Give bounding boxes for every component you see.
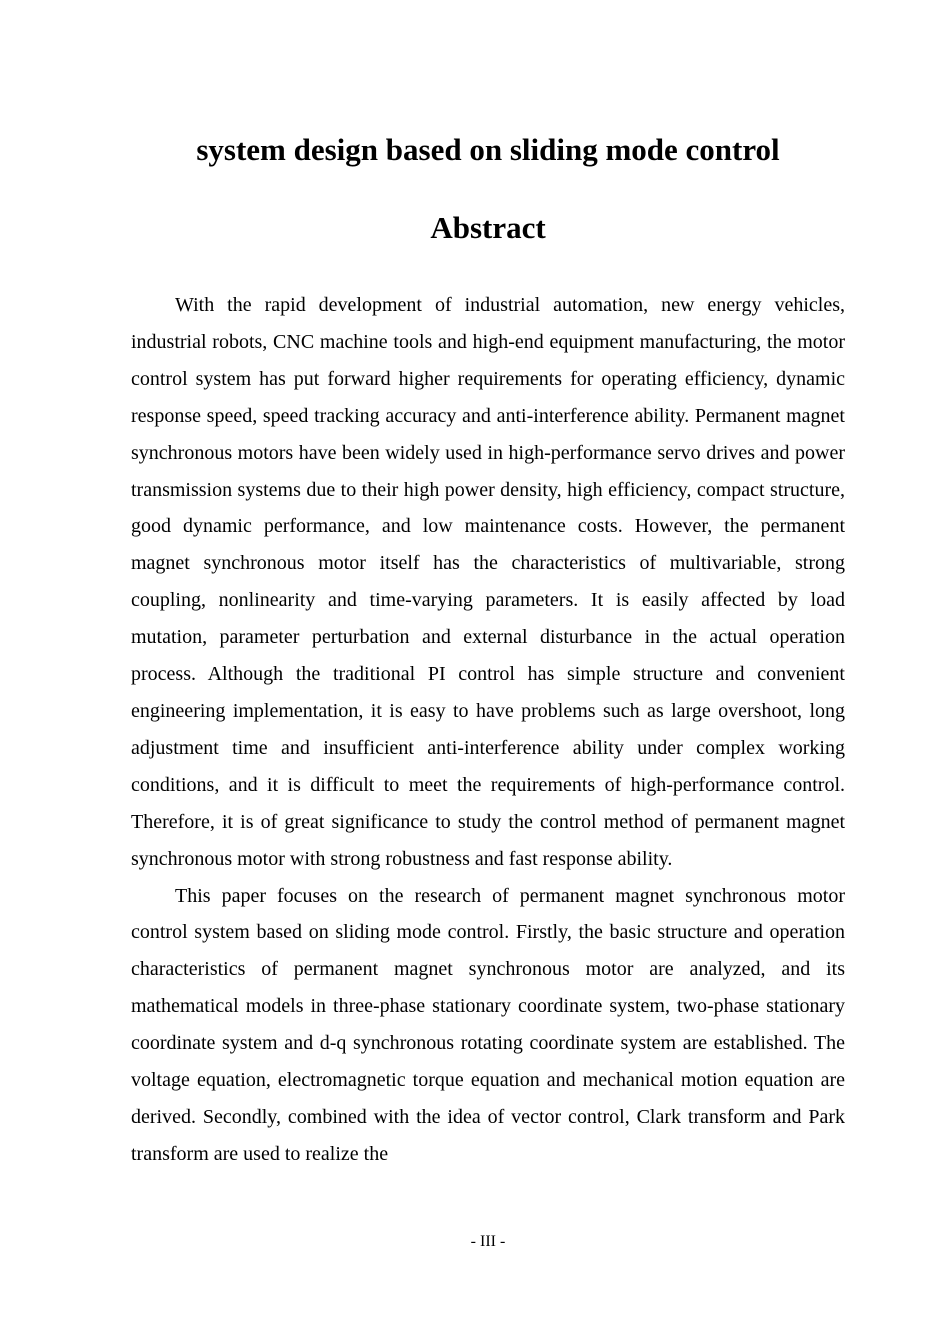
- page-number: - III -: [470, 1233, 506, 1250]
- abstract-paragraph-2: This paper focuses on the research of permanent magnet synchronous motor control system based on sliding mode control. Firstly, the basic structure and operation characteristics of permanent magnet synchronous motor are analyzed, and its mathematical models in three-phase stationary coordinate system, two-phase stationary coordinate system and d-q synchronous rotating coordinate system are established. The voltage equation, electromagnetic torque equation and mechanical motion equation are derived. Secondly, combined with the idea of vector control, Clark transform and Park transform are used to realize the: [131, 884, 845, 1165]
- abstract-paragraph-1: With the rapid development of industrial automation, new energy vehicles, industrial robots, CNC machine tools and high-end equipment manufacturing, the motor control system has put forward higher requirements for operating efficiency, dynamic response speed, speed tracking accuracy and anti-interference ability. Permanent magnet synchronous motors have been widely used in high-performance servo drives and power transmission systems due to their high power density, high efficiency, compact structure, good dynamic performance, and low maintenance costs. However, the permanent magnet synchronous motor itself has the characteristics of multivariable, strong coupling, nonlinearity and time-varying parameters. It is easily affected by load mutation, parameter perturbation and external disturbance in the actual operation process. Although the traditional PI control has simple structure and convenient engineering implementation, it is easy to have problems such as large overshoot, long adjustment time and insufficient anti-interference ability under complex working conditions, and it is difficult to meet the requirements of high-performance control. Therefore, it is of great significance to study the control method of permanent magnet synchronous motor with strong robustness and fast response ability.: [131, 294, 845, 870]
- abstract-body: [131, 287, 845, 1173]
- paper-title-continuation: system design based on sliding mode control: [196, 132, 780, 167]
- abstract-heading: Abstract: [430, 210, 546, 245]
